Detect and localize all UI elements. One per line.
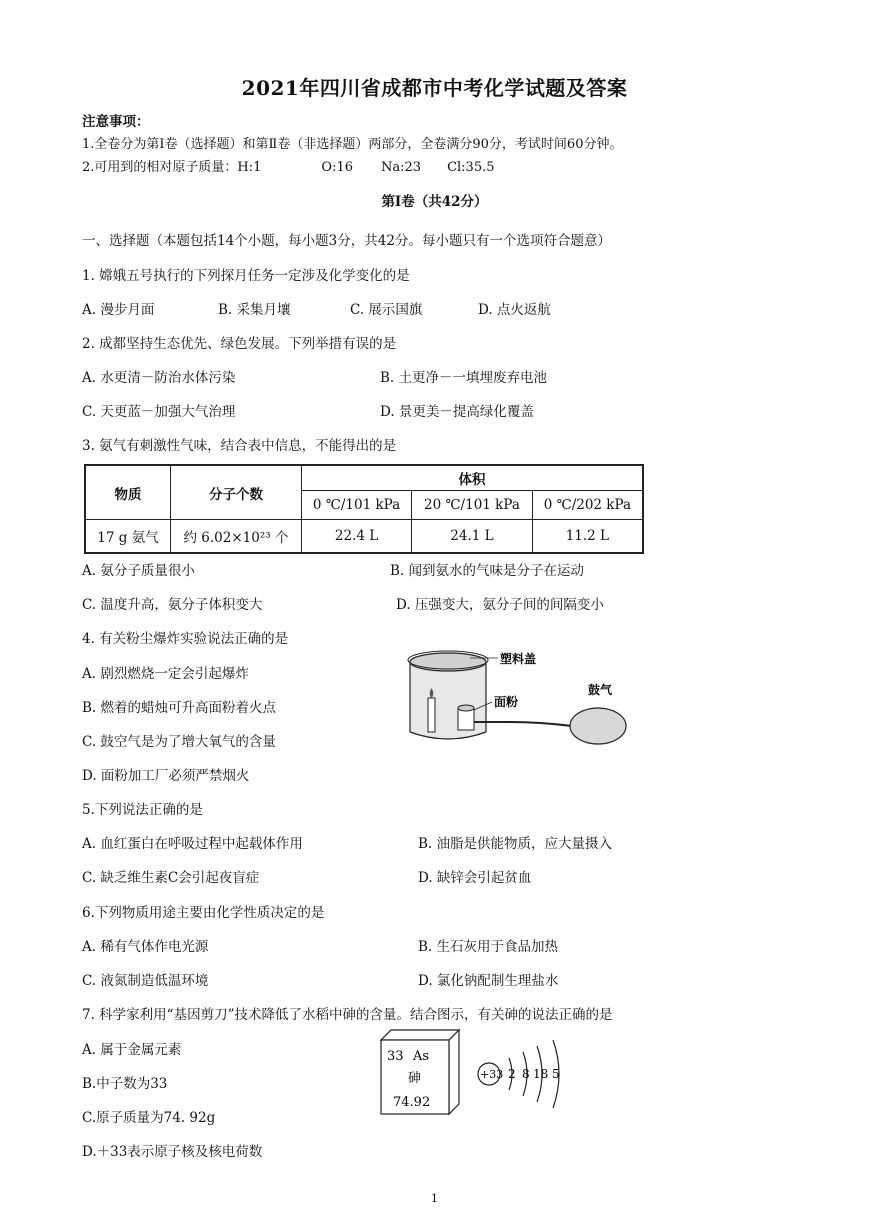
q5-option-d: D. 缺锌会引起贫血 [418, 870, 532, 886]
mass-o: O:16 [321, 160, 353, 175]
q7-option-c: C.原子质量为74. 92g [82, 1110, 216, 1126]
q6-stem: 6.下列物质用途主要由化学性质决定的是 [82, 905, 325, 921]
shell-1: 2 [508, 1067, 516, 1081]
shell-2: 8 [522, 1067, 530, 1081]
q1-option-d: D. 点火返航 [478, 302, 551, 318]
table-value-2: 24.1 L [412, 520, 533, 554]
mass-na: Na:23 [381, 160, 422, 175]
q2-option-c: C. 天更蓝－加强大气治理 [82, 404, 236, 420]
section-title: 第Ⅰ卷（共42分） [381, 194, 488, 210]
label-flour: 面粉 [494, 695, 519, 709]
label-pump: 鼓气 [588, 683, 613, 697]
table-value-1: 22.4 L [302, 520, 412, 554]
q5-option-c: C. 缺乏维生素C会引起夜盲症 [82, 870, 260, 886]
q4-option-b: B. 燃着的蜡烛可升高面粉着火点 [82, 700, 277, 716]
table-row-substance: 17 g 氨气 [85, 520, 171, 554]
q2-option-d: D. 景更美－提高绿化覆盖 [380, 404, 534, 420]
q3-option-a: A. 氨分子质量很小 [82, 563, 195, 579]
table-cond-3: 0 ℃/202 kPa [532, 491, 643, 520]
q2-stem: 2. 成都坚持生态优先、绿色发展。下列举措有误的是 [82, 336, 397, 352]
q2-option-a: A. 水更清－防治水体污染 [82, 370, 236, 386]
element-number: 33 [387, 1049, 404, 1064]
q1-option-a: A. 漫步月面 [82, 302, 155, 318]
q7-option-d: D.＋33表示原子核及核电荷数 [82, 1144, 263, 1160]
table-row-molecules: 约 6.02×10²³ 个 [171, 520, 302, 554]
dust-explosion-figure [400, 640, 650, 755]
q2-option-b: B. 土更净－一填埋废弃电池 [380, 370, 548, 386]
q5-stem: 5.下列说法正确的是 [82, 802, 203, 818]
atom-nucleus: +33 [480, 1068, 504, 1081]
table-header-molecules: 分子个数 [171, 465, 302, 520]
notice-line-2-prefix: 2.可用到的相对原子质量： [82, 160, 238, 175]
page-number: 1 [431, 1192, 438, 1205]
part-intro: 一、选择题（本题包括14个小题，每小题3分，共42分。每小题只有一个选项符合题意） [82, 233, 611, 249]
q7-stem: 7. 科学家利用“基因剪刀”技术降低了水稻中砷的含量。结合图示，有关砷的说法正确的是 [82, 1007, 613, 1023]
q1-option-b: B. 采集月壤 [218, 302, 291, 318]
shell-3: 18 [533, 1067, 549, 1081]
element-name: 砷 [408, 1071, 422, 1086]
q3-option-c: C. 温度升高，氨分子体积变大 [82, 597, 263, 613]
notice-heading: 注意事项： [82, 114, 150, 130]
notice-line-1: 1.全卷分为第Ⅰ卷（选择题）和第Ⅱ卷（非选择题）两部分，全卷满分90分，考试时间60分钟。 [82, 137, 623, 152]
shell-4: 5 [552, 1067, 560, 1081]
q7-option-a: A. 属于金属元素 [82, 1042, 182, 1058]
mass-cl: Cl:35.5 [447, 160, 495, 175]
q5-option-b: B. 油脂是供能物质，应大量摄入 [418, 836, 613, 852]
q1-option-c: C. 展示国旗 [350, 302, 423, 318]
q6-option-d: D. 氯化钠配制生理盐水 [418, 973, 559, 989]
q6-option-a: A. 稀有气体作电光源 [82, 939, 209, 955]
q1-stem: 1. 嫦娥五号执行的下列探月任务一定涉及化学变化的是 [82, 268, 410, 284]
q6-option-b: B. 生石灰用于食品加热 [418, 939, 559, 955]
element-symbol: As [413, 1049, 430, 1064]
table-value-3: 11.2 L [532, 520, 643, 554]
q4-option-d: D. 面粉加工厂必须严禁烟火 [82, 768, 250, 784]
q6-option-c: C. 液氮制造低温环境 [82, 973, 209, 989]
table-cond-1: 0 ℃/101 kPa [302, 491, 412, 520]
q3-option-b: B. 闻到氨水的气味是分子在运动 [390, 563, 585, 579]
table-header-substance: 物质 [85, 465, 171, 520]
q4-option-c: C. 鼓空气是为了增大氧气的含量 [82, 734, 276, 750]
notice-line-2 [82, 156, 495, 175]
element-mass: 74.92 [393, 1095, 431, 1110]
q5-option-a: A. 血红蛋白在呼吸过程中起载体作用 [82, 836, 303, 852]
q3-option-d: D. 压强变大，氨分子间的间隔变小 [396, 597, 604, 613]
q7-option-b: B.中子数为33 [82, 1076, 168, 1092]
arsenic-figure [375, 1026, 585, 1120]
page-title: 2021年四川省成都市中考化学试题及答案 [241, 76, 628, 100]
q4-stem: 4. 有关粉尘爆炸实验说法正确的是 [82, 631, 289, 647]
label-lid: 塑料盖 [500, 652, 537, 666]
mass-h: H:1 [237, 160, 262, 175]
ammonia-table [84, 464, 644, 554]
table-header-volume: 体积 [302, 465, 644, 491]
table-cond-2: 20 ℃/101 kPa [412, 491, 533, 520]
q3-stem: 3. 氨气有刺激性气味，结合表中信息，不能得出的是 [82, 438, 397, 454]
q4-option-a: A. 剧烈燃烧一定会引起爆炸 [82, 666, 249, 682]
